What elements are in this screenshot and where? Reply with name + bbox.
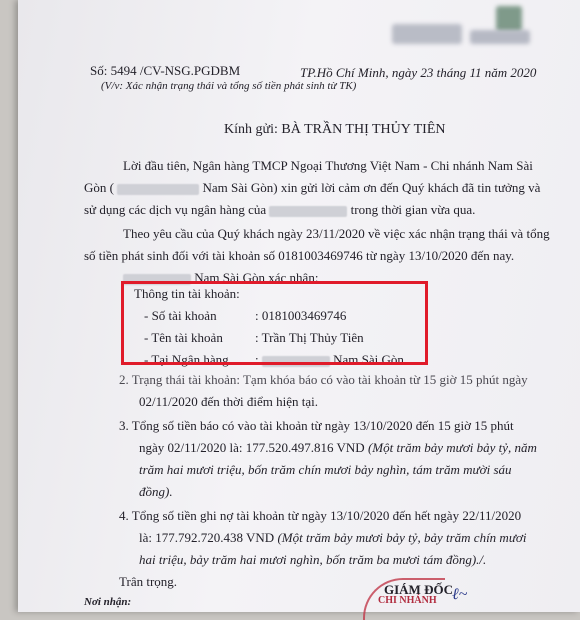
item3-line2 (139, 440, 537, 456)
redacted-corner-mark (392, 24, 462, 44)
signature-scribble: ℓ~ (452, 586, 468, 603)
item3-amount-words: (Một trăm bảy mươi bảy tỷ, năm (367, 440, 537, 455)
account-name-label: - Tên tài khoản (144, 330, 223, 345)
item4-amount-words: (Một trăm bảy mươi bảy tỷ, bảy trăm chín mươi (277, 530, 527, 545)
highlight-box (121, 281, 428, 365)
redacted-bank-name-2 (269, 206, 347, 217)
closing: Trân trọng. (119, 574, 178, 589)
bank-label: - Tại Ngân hàng (144, 352, 229, 367)
stamp-text: CHI NHÁNH (378, 595, 437, 606)
account-number-label: - Số tài khoản (144, 308, 217, 323)
salutation: Kính gửi: BÀ TRẦN THỊ THỦY TIÊN (224, 122, 446, 137)
para2-line1: Theo yêu cầu của Quý khách ngày 23/11/2020 về việc xác nhận trạng thái và tổng (123, 226, 550, 241)
item4-line1: 4. Tổng số tiền ghi nợ tài khoản từ ngày 13/10/2020 đến hết ngày 22/11/2020 (119, 508, 522, 523)
item4-line2 (139, 530, 526, 546)
item2-line2: 02/11/2020 đến thời điểm hiện tại. (139, 394, 318, 409)
item4-line3: hai triệu, bảy trăm hai mươi nghìn, bốn trăm ba mươi tám đồng)./. (139, 552, 487, 567)
para2-line3-text: Nam Sài Gòn xác nhận: (194, 270, 319, 285)
item3-line4: đồng). (139, 484, 173, 499)
location-date: TP.Hồ Chí Minh, ngày 23 tháng 11 năm 2020 (300, 65, 537, 80)
signature-title: GIÁM ĐỐC (384, 582, 453, 597)
recipients-label: Nơi nhận: (84, 596, 132, 608)
item2-line1: 2. Trạng thái tài khoản: Tạm khóa báo có vào tài khoản từ 15 giờ 15 phút ngày (119, 372, 528, 387)
bank-value-text: Nam Sài Gòn (333, 352, 404, 367)
subject-line: (V/v: Xác nhận trạng thái và tổng số tiền phát sinh từ TK) (101, 80, 357, 92)
para1-line2-end: Nam Sài Gòn) xin gửi lời cảm ơn đến Quý khách đã tin tưởng và (202, 180, 541, 195)
item3-amount: ngày 02/11/2020 là: 177.520.497.816 VND (139, 440, 368, 455)
para1-line2 (84, 180, 540, 196)
redacted-bank-name (117, 184, 199, 195)
bank-value-prefix: : (255, 352, 259, 367)
account-info-heading: Thông tin tài khoản: (134, 286, 240, 301)
account-name-value: : Trần Thị Thủy Tiên (255, 330, 364, 345)
para2-line2: số tiền phát sinh đối với tài khoản số 0181003469746 từ ngày 13/10/2020 đến nay. (84, 248, 515, 263)
para1-line1: Lời đầu tiên, Ngân hàng TMCP Ngoại Thương Việt Nam - Chi nhánh Nam Sài (123, 158, 533, 173)
document-number: Số: 5494 /CV-NSG.PGDBM (90, 63, 241, 78)
para1-line2-start: Gòn ( (84, 180, 114, 195)
item3-line3: trăm hai mươi triệu, bốn trăm chín mươi bảy nghìn, tám trăm mười sáu (139, 462, 512, 477)
para1-line3 (84, 202, 475, 218)
redacted-corner-logo (496, 6, 522, 32)
redacted-corner-text (470, 30, 530, 44)
item3-line1: 3. Tổng số tiền báo có vào tài khoản từ ngày 13/10/2020 đến 15 giờ 15 phút (119, 418, 514, 433)
item4-amount: là: 177.792.720.438 VND (139, 530, 278, 545)
account-number-value: : 0181003469746 (255, 308, 347, 323)
para1-line3-end: trong thời gian vừa qua. (350, 202, 476, 217)
para1-line3-start: sử dụng các dịch vụ ngân hàng của (84, 202, 267, 217)
